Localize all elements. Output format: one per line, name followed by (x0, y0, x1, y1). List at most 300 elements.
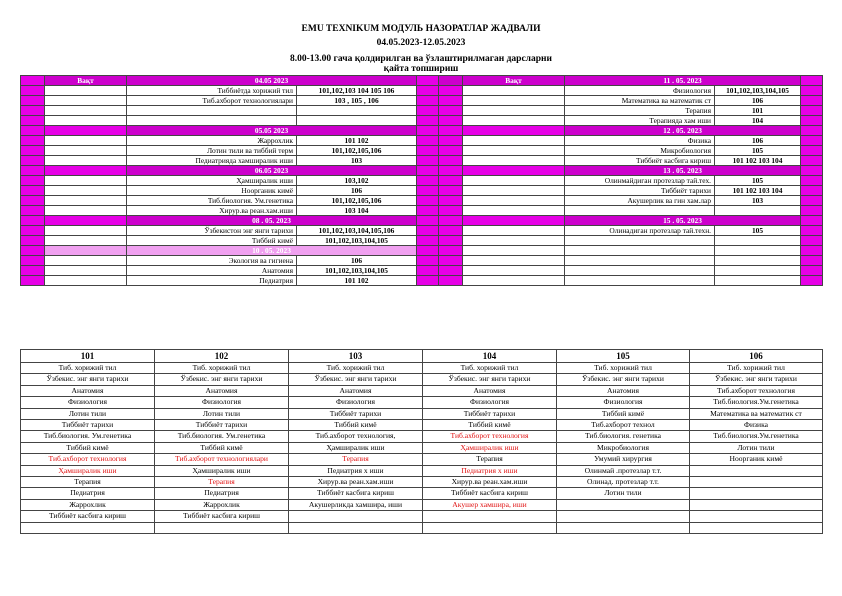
edge-cell (417, 186, 439, 196)
subject-cell: Анатомия (557, 385, 690, 396)
subject-cell: Умумий хирургия (557, 454, 690, 465)
subject-cell (565, 256, 715, 266)
edge-cell (21, 86, 45, 96)
subject-cell: Тиббиёт касбига кириш (565, 156, 715, 166)
groups-cell: 101,102,103,104,105 (715, 86, 801, 96)
edge-cell (417, 276, 439, 286)
subject-cell: Тиббий кимё (423, 420, 557, 431)
edge-cell (417, 106, 439, 116)
groups-cell (715, 256, 801, 266)
edge-cell (417, 216, 439, 226)
table-row (21, 522, 823, 533)
subject-cell: Тиб.биология. генетика (557, 431, 690, 442)
schedule-row (21, 256, 823, 266)
edge-cell (801, 86, 823, 96)
subject-cell: Тиб. хорижий тил (289, 363, 423, 374)
subject-cell: Педиатрия (21, 488, 155, 499)
schedule-row (21, 126, 823, 136)
edge-cell (439, 146, 463, 156)
time-cell (45, 226, 127, 236)
schedule-row (21, 246, 823, 256)
subject-cell (565, 236, 715, 246)
subject-cell: Терапия (423, 454, 557, 465)
table-row (21, 477, 823, 488)
groups-cell: 101,102,103,104,105 (297, 266, 417, 276)
subject-cell: Физика (565, 136, 715, 146)
edge-cell (417, 156, 439, 166)
edge-cell (417, 196, 439, 206)
time-cell (463, 246, 565, 256)
edge-cell (439, 186, 463, 196)
groups-cell: 101,102,103 104 105 106 (297, 86, 417, 96)
subject-cell: Олинмай .протезлар т.т. (557, 465, 690, 476)
subject-cell: Ўзбекис. энг янги тарихи (21, 374, 155, 385)
date-header-right: 11 . 05. 2023 (565, 76, 801, 86)
subject-cell (423, 511, 557, 522)
edge-cell (21, 266, 45, 276)
time-cell (45, 216, 127, 226)
time-cell (463, 156, 565, 166)
time-cell (463, 266, 565, 276)
time-cell (463, 186, 565, 196)
subject-cell: Акушерликда хамшира, иши (289, 499, 423, 510)
edge-cell (417, 206, 439, 216)
groups-cell: 101 102 103 104 (715, 156, 801, 166)
edge-cell (439, 196, 463, 206)
time-cell (463, 196, 565, 206)
groups-cell: 101 102 103 104 (715, 186, 801, 196)
subject-cell: Тиббий кимё (21, 442, 155, 453)
groups-cell (715, 236, 801, 246)
subject-cell: Олинад. протезлар т.т. (557, 477, 690, 488)
subject-cell: Ўзбекис. энг янги тарихи (155, 374, 289, 385)
schedule-row (21, 206, 823, 216)
time-cell (45, 106, 127, 116)
subject-cell: Тиббиёт касбига кириш (155, 511, 289, 522)
time-cell (463, 226, 565, 236)
edge-cell (439, 216, 463, 226)
subject-cell: Анатомия (289, 385, 423, 396)
group-column-header: 102 (155, 350, 289, 363)
groups-cell: 103 (297, 156, 417, 166)
groups-cell: 105 (715, 146, 801, 156)
edge-cell (801, 206, 823, 216)
time-label-left: Вақт (45, 76, 127, 86)
subject-cell (690, 499, 823, 510)
edge-cell (801, 256, 823, 266)
edge-cell (801, 216, 823, 226)
subject-cell: Тиб.ахборот технология (690, 385, 823, 396)
table-row (21, 385, 823, 396)
schedule-row (21, 196, 823, 206)
edge-cell (21, 166, 45, 176)
time-cell (463, 256, 565, 266)
edge-cell (801, 186, 823, 196)
subject-cell: Тиббиёт касбига кириш (423, 488, 557, 499)
time-cell (45, 86, 127, 96)
edge-cell (21, 156, 45, 166)
subject-cell: Тиб.биология.Ум.генетика (690, 397, 823, 408)
schedule-header-row (21, 76, 823, 86)
time-cell (463, 216, 565, 226)
subject-cell (690, 511, 823, 522)
subject-cell: Физиология (21, 397, 155, 408)
subject-cell: Микробиология (557, 442, 690, 453)
subject-cell: Тиб. хорижий тил (423, 363, 557, 374)
subject-cell (557, 499, 690, 510)
doc-subtitle: 8.00-13.00 гача қолдирилган ва ўзлаштирилмаган дарсларни (290, 54, 552, 64)
groups-cell (715, 276, 801, 286)
table-row (21, 431, 823, 442)
subject-cell: Физиология (155, 397, 289, 408)
subject-cell (565, 276, 715, 286)
edge-cell (21, 136, 45, 146)
groups-cell: 101,102,103,104,105,106 (297, 226, 417, 236)
edge-cell (21, 106, 45, 116)
edge-cell (417, 116, 439, 126)
date-header: 12 . 05. 2023 (565, 126, 801, 136)
doc-subtitle-2: қайта топшириш (383, 64, 459, 74)
subject-cell: Экология ва гигиена (127, 256, 297, 266)
edge-cell (439, 236, 463, 246)
subject-cell (21, 522, 155, 533)
subject-cell: Анатомия (21, 385, 155, 396)
schedule-row (21, 136, 823, 146)
edge-cell (439, 106, 463, 116)
schedule-row (21, 106, 823, 116)
subject-cell: Лотин тили (21, 408, 155, 419)
time-cell (45, 196, 127, 206)
subject-cell: Ноорганик кимё (127, 186, 297, 196)
edge-cell (21, 246, 45, 256)
edge-cell (21, 146, 45, 156)
groups-cell: 101,102,103,104,105 (297, 236, 417, 246)
edge-cell (417, 86, 439, 96)
group-column-header: 103 (289, 350, 423, 363)
edge-cell (21, 206, 45, 216)
edge-cell (439, 176, 463, 186)
subject-cell: Жаррохлик (21, 499, 155, 510)
subject-cell: Олинадиган протезлар тай.техн. (565, 226, 715, 236)
edge-cell (801, 116, 823, 126)
edge-cell (21, 96, 45, 106)
subject-cell: Тиб.ахборот технология (21, 454, 155, 465)
groups-cell: 104 (715, 116, 801, 126)
subject-cell: Физиология (423, 397, 557, 408)
subject-cell (557, 511, 690, 522)
date-header-left: 04.05 2023 (127, 76, 417, 86)
subject-cell: Тиббий кимё (289, 420, 423, 431)
time-cell (463, 166, 565, 176)
time-cell (463, 96, 565, 106)
subject-cell: Педиатрия (155, 488, 289, 499)
subject-cell: Терапия (155, 477, 289, 488)
subject-cell: Физиология (557, 397, 690, 408)
schedule-row (21, 176, 823, 186)
schedule-row (21, 216, 823, 226)
subject-cell: Тиб.ахборот технология, (289, 431, 423, 442)
edge-cell (439, 266, 463, 276)
subject-cell (690, 477, 823, 488)
edge-cell (21, 236, 45, 246)
subject-cell: Физиология (565, 86, 715, 96)
time-cell (463, 276, 565, 286)
subject-cell: Тиббиёт тарихи (423, 408, 557, 419)
group-column-header: 101 (21, 350, 155, 363)
subject-cell: Физиология (289, 397, 423, 408)
edge-cell (21, 276, 45, 286)
time-cell (45, 256, 127, 266)
groups-cell: 106 (297, 256, 417, 266)
edge-cell (801, 146, 823, 156)
subject-cell: Акушерлик ва гин хам.лар (565, 196, 715, 206)
date-header: 13 . 05. 2023 (565, 166, 801, 176)
edge-cell (801, 126, 823, 136)
groups-cell (715, 246, 801, 256)
subject-cell: Тиб.ахборот технологиялари (127, 96, 297, 106)
table-row (21, 465, 823, 476)
subject-cell: Тиббиёт тарихи (155, 420, 289, 431)
edge-cell (21, 226, 45, 236)
subject-cell: Тиб. хорижий тил (21, 363, 155, 374)
edge-cell (417, 136, 439, 146)
group-column-header: 105 (557, 350, 690, 363)
schedule-row (21, 236, 823, 246)
edge-cell (439, 256, 463, 266)
edge-cell (801, 276, 823, 286)
subject-cell: Тиб.биология. Ум.генетика (21, 431, 155, 442)
edge-cell (439, 226, 463, 236)
table-row (21, 499, 823, 510)
edge-cell (417, 96, 439, 106)
subject-cell: Тиб.биология. Ум.генетика (155, 431, 289, 442)
subject-cell (565, 246, 715, 256)
groups-cell: 101,102,105,106 (297, 146, 417, 156)
group-column-header: 106 (690, 350, 823, 363)
subject-cell: Тиб.ахборот технол (557, 420, 690, 431)
subject-cell: Тиб. хорижий тил (155, 363, 289, 374)
time-cell (45, 236, 127, 246)
table-row (21, 454, 823, 465)
subject-cell: Тиб.ахборот технологиялари (155, 454, 289, 465)
edge-cell (21, 176, 45, 186)
edge-cell (417, 246, 439, 256)
table-row (21, 442, 823, 453)
groups-cell: 101 (715, 106, 801, 116)
subject-cell: Жаррохлик (155, 499, 289, 510)
time-cell (45, 176, 127, 186)
edge-cell (417, 166, 439, 176)
schedule-row (21, 186, 823, 196)
subject-cell: Хирур.ва реан.хам.иши (127, 206, 297, 216)
edge-cell (801, 136, 823, 146)
edge-cell (21, 116, 45, 126)
edge-cell (439, 156, 463, 166)
edge-cell (801, 246, 823, 256)
subject-cell: Ўзбекистон энг янги тарихи (127, 226, 297, 236)
subject-cell: Терапияда хам иши (565, 116, 715, 126)
subject-cell: Лотин тили (557, 488, 690, 499)
time-cell (463, 126, 565, 136)
schedule-row (21, 146, 823, 156)
doc-date-range: 04.05.2023-12.05.2023 (376, 38, 466, 48)
subject-cell: Ўзбекис. энг янги тарихи (690, 374, 823, 385)
time-cell (45, 116, 127, 126)
edge-cell (801, 236, 823, 246)
edge-cell (21, 216, 45, 226)
edge-cell (439, 136, 463, 146)
date-header: 05.05 2023 (127, 126, 417, 136)
schedule-table (20, 75, 823, 286)
subject-cell: Педиатрияда хамширалик иши (127, 156, 297, 166)
schedule-row (21, 266, 823, 276)
subject-cell: Ҳамширалик иши (155, 465, 289, 476)
subject-cell (155, 522, 289, 533)
time-cell (45, 166, 127, 176)
subject-cell: Математика ва математик ст (565, 96, 715, 106)
edge-cell (21, 256, 45, 266)
subject-cell: Тиб. хорижий тил (690, 363, 823, 374)
subject-cell: Тиб.биология. Ум.генетика (127, 196, 297, 206)
subject-cell: Ўзбекис. энг янги тарихи (423, 374, 557, 385)
edge-cell (417, 236, 439, 246)
subject-cell: Олинмайдиган протезлар тай.тех. (565, 176, 715, 186)
edge-cell (439, 206, 463, 216)
edge-cell (801, 106, 823, 116)
subject-cell: Тиббий кимё (155, 442, 289, 453)
table-row (21, 397, 823, 408)
subject-cell (423, 522, 557, 533)
subject-cell: Тиббиёт тарихи (21, 420, 155, 431)
time-cell (45, 136, 127, 146)
groups-cell: 103 (715, 196, 801, 206)
time-cell (463, 176, 565, 186)
edge-cell (439, 166, 463, 176)
subject-cell: Тиббиёт касбига кириш (21, 511, 155, 522)
subject-cell (289, 522, 423, 533)
subject-cell: Тиббий кимё (127, 236, 297, 246)
groups-cell: 101,102,105,106 (297, 196, 417, 206)
subject-cell (557, 522, 690, 533)
subject-cell: Ҳамширалик иши (423, 442, 557, 453)
subject-cell: Анатомия (155, 385, 289, 396)
subject-cell: Ҳамширалик иши (21, 465, 155, 476)
subject-cell: Анатомия (127, 266, 297, 276)
time-cell (463, 116, 565, 126)
groups-cell: 106 (715, 96, 801, 106)
groups-cell: 103 , 105 , 106 (297, 96, 417, 106)
edge-cell (439, 126, 463, 136)
date-header: 10 . 05. 2023 (127, 246, 417, 256)
time-cell (45, 186, 127, 196)
edge-cell (801, 196, 823, 206)
edge-cell (417, 146, 439, 156)
time-cell (45, 146, 127, 156)
edge-cell (801, 96, 823, 106)
groups-cell: 101 102 (297, 136, 417, 146)
table-row (21, 511, 823, 522)
subject-cell (127, 116, 297, 126)
subject-cell: Ўзбекис. энг янги тарихи (557, 374, 690, 385)
subject-cell: Тиббий кимё (557, 408, 690, 419)
subject-cell: Лотин тили (155, 408, 289, 419)
time-cell (463, 106, 565, 116)
subject-cell: Тиб. хорижий тил (557, 363, 690, 374)
subject-cell: Жаррохлик (127, 136, 297, 146)
date-header: 08 . 05. 2023 (127, 216, 417, 226)
subject-cell (690, 465, 823, 476)
groups-cell (715, 206, 801, 216)
time-cell (45, 126, 127, 136)
subject-cell: Ҳамширалик иши (127, 176, 297, 186)
subject-cell: Хирур.ва реан.хам.иши (289, 477, 423, 488)
schedule-row (21, 276, 823, 286)
subject-cell: Педиатрия (127, 276, 297, 286)
table-row (21, 408, 823, 419)
edge-cell (801, 156, 823, 166)
subject-cell: Терапия (289, 454, 423, 465)
subject-cell (690, 488, 823, 499)
time-cell (45, 156, 127, 166)
groups-cell: 103 104 (297, 206, 417, 216)
edge-cell (417, 126, 439, 136)
subject-cell: Ҳамширалик иши (289, 442, 423, 453)
subject-cell: Педиатрия х иши (423, 465, 557, 476)
time-cell (463, 136, 565, 146)
subject-cell: Лотин тили ва тиббий терм (127, 146, 297, 156)
schedule-row (21, 226, 823, 236)
schedule-row (21, 86, 823, 96)
table-row (21, 420, 823, 431)
group-subjects-table (20, 349, 823, 534)
subject-cell: Анатомия (423, 385, 557, 396)
subject-cell (690, 522, 823, 533)
time-cell (45, 266, 127, 276)
time-cell (45, 96, 127, 106)
subject-cell (127, 106, 297, 116)
subject-cell: Тиб.биология.Ум.генетика (690, 431, 823, 442)
edge-cell (21, 196, 45, 206)
groups-cell: 106 (297, 186, 417, 196)
groups-cell: 105 (715, 226, 801, 236)
schedule-row (21, 116, 823, 126)
subject-cell (565, 206, 715, 216)
table-row (21, 374, 823, 385)
subject-cell: Микробиология (565, 146, 715, 156)
subject-cell: Ўзбекис. энг янги тарихи (289, 374, 423, 385)
groups-cell: 106 (715, 136, 801, 146)
time-cell (463, 236, 565, 246)
subject-cell (565, 266, 715, 276)
groups-cell: 101 102 (297, 276, 417, 286)
time-label-right: Вақт (463, 76, 565, 86)
groups-cell (297, 116, 417, 126)
time-cell (463, 206, 565, 216)
group-header-row (21, 350, 823, 363)
subject-cell: Хирур.ва реан.хам.иши (423, 477, 557, 488)
schedule-row (21, 166, 823, 176)
subject-cell: Математика ва математик ст (690, 408, 823, 419)
subject-cell: Акушер хамшира, иши (423, 499, 557, 510)
subject-cell: Лотин тили (690, 442, 823, 453)
edge-cell (21, 186, 45, 196)
date-header: 15 . 05. 2023 (565, 216, 801, 226)
group-column-header: 104 (423, 350, 557, 363)
edge-cell (801, 166, 823, 176)
edge-cell (439, 246, 463, 256)
edge-cell (801, 226, 823, 236)
subject-cell: Педиатрия х иши (289, 465, 423, 476)
